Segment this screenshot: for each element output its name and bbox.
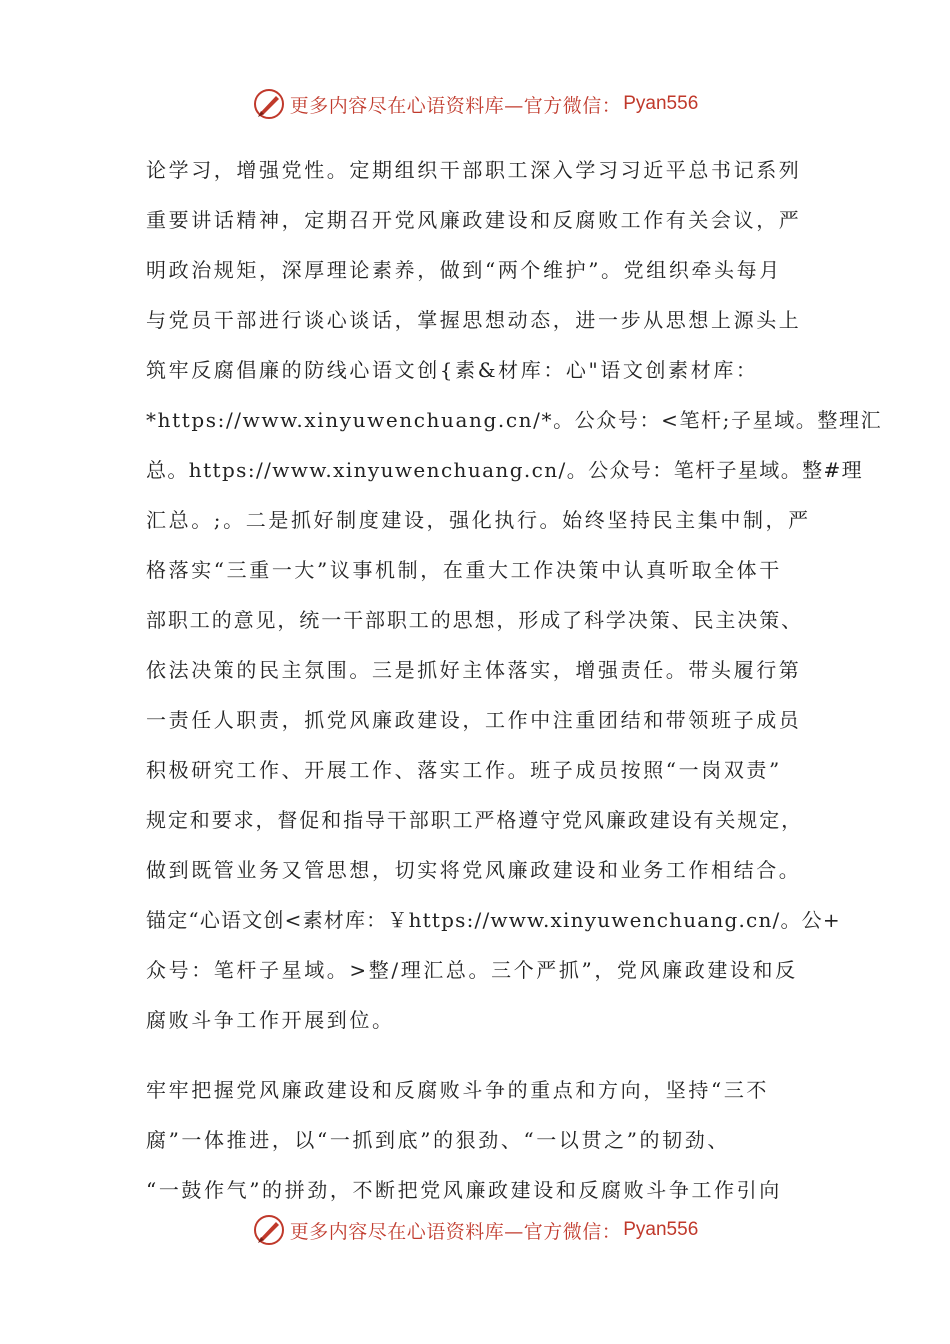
header-banner	[0, 84, 950, 124]
banner-text: 更多内容尽在心语资料库—官方微信：	[289, 1220, 622, 1243]
body-line: 与党员干部进行谈心谈话，掌握思想动态，进一步从思想上源头上	[146, 308, 802, 332]
body-line: 一责任人职责，抓党风廉政建设，工作中注重团结和带领班子成员	[146, 708, 802, 732]
body-line: 格落实“三重一大”议事机制，在重大工作决策中认真听取全体干	[146, 558, 782, 582]
body-line: 部职工的意见，统一干部职工的思想，形成了科学决策、民主决策、	[146, 608, 803, 632]
body-line: 牢牢把握党风廉政建设和反腐败斗争的重点和方向，坚持“三不	[146, 1078, 770, 1102]
document-body	[146, 150, 883, 1220]
footer-banner	[0, 1210, 950, 1250]
wechat-id: Pyan556	[623, 1219, 699, 1240]
body-line: 总。https://www.xinyuwenchuang.cn/。公众号：笔杆子星域。整#理	[146, 458, 864, 482]
body-line: 锚定“心语文创<素材库：￥https://www.xinyuwenchuang.cn/。公+	[146, 908, 841, 932]
body-line: 积极研究工作、开展工作、落实工作。班子成员按照“一岗双责”	[146, 758, 782, 782]
body-line: 重要讲话精神，定期召开党风廉政建设和反腐败工作有关会议，严	[146, 208, 802, 232]
paragraph-gap	[146, 1050, 826, 1070]
body-line: 做到既管业务又管思想，切实将党风廉政建设和业务工作相结合。	[146, 858, 802, 882]
body-line: *https://www.xinyuwenchuang.cn/*。公众号：<笔杆;子星域。整理汇	[146, 408, 883, 432]
wechat-id: Pyan556	[623, 93, 699, 114]
body-line: 规定和要求，督促和指导干部职工严格遵守党风廉政建设有关规定，	[146, 808, 803, 832]
body-line: 筑牢反腐倡廉的防线心语文创{素&材库：心"语文创素材库：	[146, 358, 759, 382]
banner-text: 更多内容尽在心语资料库—官方微信：	[289, 94, 622, 117]
body-line: 腐”一体推进，以“一抓到底”的狠劲、“一以贯之”的韧劲、	[146, 1128, 730, 1152]
pen-logo-icon	[252, 1213, 286, 1247]
body-line: 依法决策的民主氛围。三是抓好主体落实，增强责任。带头履行第	[146, 658, 802, 682]
body-line: 论学习，增强党性。定期组织干部职工深入学习习近平总书记系列	[146, 158, 802, 182]
body-line: “一鼓作气”的拼劲，不断把党风廉政建设和反腐败斗争工作引向	[146, 1178, 782, 1202]
body-line: 众号：笔杆子星域。>整/理汇总。三个严抓”，党风廉政建设和反	[146, 958, 798, 982]
body-line: 明政治规矩，深厚理论素养，做到“两个维护”。党组织牵头每月	[146, 258, 782, 282]
body-line: 腐败斗争工作开展到位。	[146, 1008, 395, 1032]
pen-logo-icon	[252, 87, 286, 121]
body-line: 汇总。;。二是抓好制度建设，强化执行。始终坚持民主集中制，严	[146, 508, 811, 532]
